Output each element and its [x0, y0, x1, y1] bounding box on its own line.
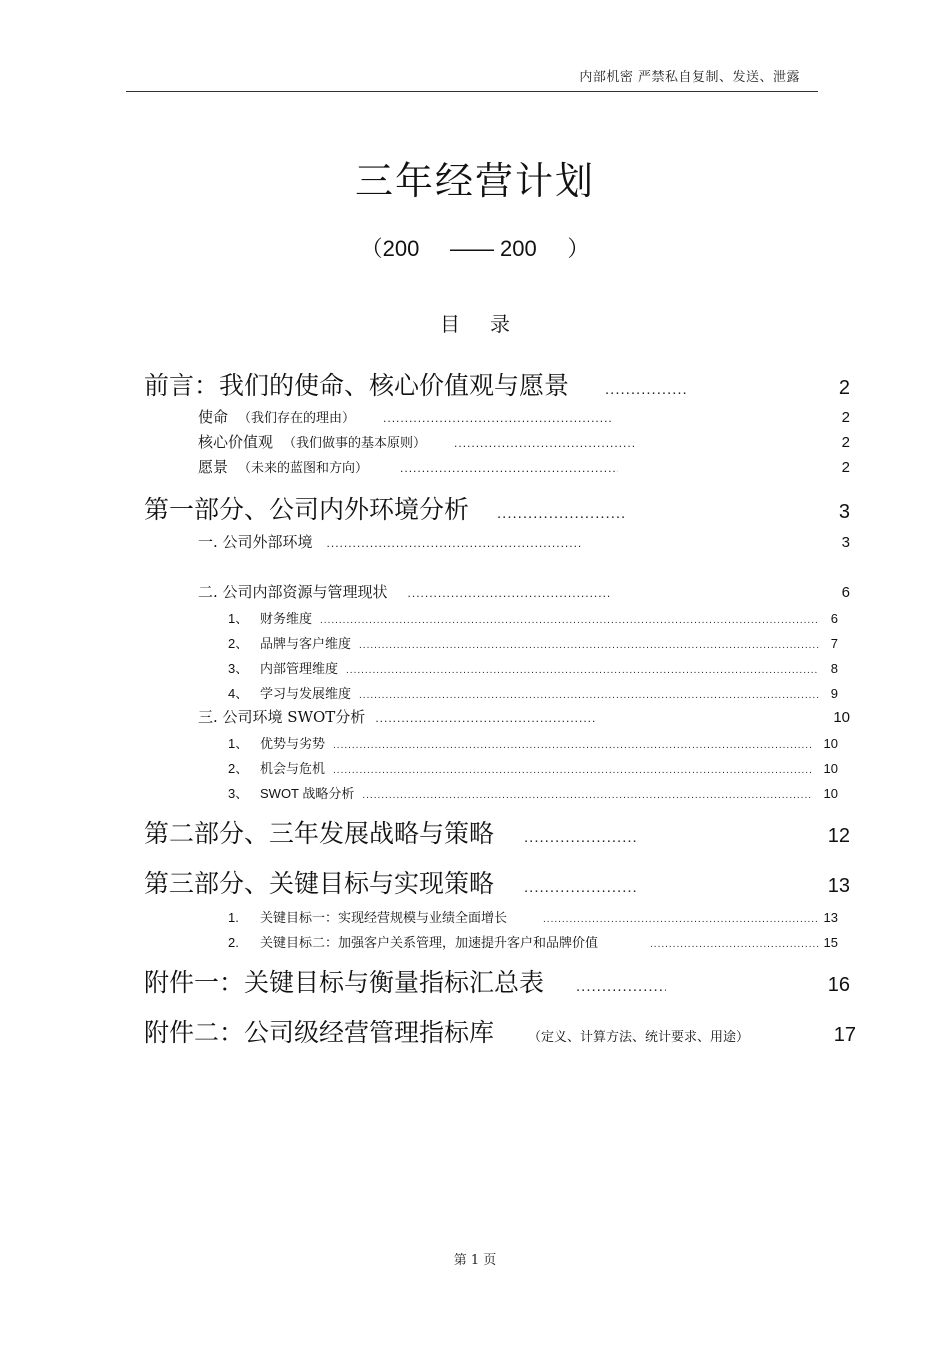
toc-leader: [362, 790, 811, 801]
toc-page: 2: [838, 377, 850, 399]
toc-page: 12: [827, 825, 850, 847]
toc-entry-vision[interactable]: [198, 456, 850, 478]
toc-entry-part1-3-3[interactable]: [228, 783, 838, 803]
toc-leader: [543, 914, 818, 925]
toc-number: 1、: [228, 736, 249, 751]
toc-label: 愿景: [198, 458, 229, 476]
toc-page: 10: [823, 736, 838, 751]
toc-label: [228, 932, 598, 951]
toc-page: 2: [841, 434, 850, 451]
toc-leader: [327, 536, 581, 550]
toc-label: 第一部分、公司内外环境分析: [144, 495, 470, 524]
toc-leader: [359, 640, 819, 651]
toc-text: 关键目标一：实现经营规模与业绩全面增长: [260, 911, 508, 926]
toc-entry-part1-2[interactable]: [198, 581, 850, 603]
toc-note: （未来的蓝图和方向）: [238, 461, 369, 476]
toc-leader: [333, 740, 812, 751]
toc-page: 6: [830, 611, 838, 626]
toc-label: [228, 658, 338, 677]
toc-number: 1、: [228, 611, 249, 626]
toc-text: 财务维度: [260, 612, 313, 627]
document-subtitle: （200 —— 200 ）: [360, 236, 590, 261]
toc-leader: [383, 411, 611, 425]
toc-label: [228, 783, 354, 802]
toc-entry-part1-1[interactable]: [198, 531, 850, 553]
toc-page: 3: [841, 534, 850, 551]
toc-entry-part3-1[interactable]: [228, 907, 838, 927]
toc-number: 2.: [228, 935, 239, 950]
toc-leader: [576, 978, 666, 995]
toc-leader: [497, 505, 627, 522]
toc-page: 6: [841, 584, 850, 601]
toc-entry-part1-2-3[interactable]: [228, 658, 838, 678]
toc-entry-part1-2-1[interactable]: [228, 608, 838, 628]
toc-label: [228, 733, 325, 752]
toc-page: 15: [823, 935, 838, 950]
toc-entry-part1[interactable]: [144, 490, 850, 524]
toc-page: 13: [823, 910, 838, 925]
toc-label: [228, 758, 325, 777]
toc-entry-part2[interactable]: [144, 814, 850, 848]
toc-leader: [346, 665, 819, 676]
toc-page: 3: [838, 501, 850, 523]
toc-page: 16: [827, 974, 850, 996]
header-confidential-note: 内部机密 严禁私自复制、发送、泄露: [579, 70, 800, 85]
header-rule: [126, 91, 818, 92]
toc-leader: [375, 711, 597, 725]
toc-entry-mission[interactable]: [198, 406, 850, 428]
toc-entry-appendix2[interactable]: [144, 1013, 856, 1047]
toc-label: [228, 608, 312, 627]
toc-page: 7: [830, 636, 838, 651]
toc-page: 10: [823, 786, 838, 801]
toc-page: 10: [833, 709, 850, 726]
toc-note: （定义、计算方法、统计要求、用途）: [528, 1030, 750, 1045]
toc-page: 10: [823, 761, 838, 776]
toc-label: 二. 公司内部资源与管理现状: [198, 583, 388, 601]
document-title: 三年经营计划: [354, 159, 595, 203]
toc-leader: [359, 690, 819, 701]
toc-leader: [400, 461, 618, 475]
toc-number: 3、: [228, 661, 249, 676]
toc-page: 2: [841, 409, 850, 426]
toc-number: 2、: [228, 761, 249, 776]
toc-number: 3、: [228, 786, 249, 801]
toc-entry-preface[interactable]: [144, 366, 850, 400]
toc-leader: [408, 586, 612, 600]
toc-note: （我们做事的基本原则）: [283, 436, 427, 451]
toc-label: 使命: [198, 408, 229, 426]
toc-text: 优势与劣势: [260, 737, 326, 752]
toc-label: 第三部分、关键目标与实现策略: [144, 869, 495, 898]
toc-label: 附件一：关键目标与衡量指标汇总表: [144, 968, 545, 997]
toc-label: [228, 633, 351, 652]
toc-leader: [605, 381, 689, 398]
toc-text: 机会与危机: [260, 762, 326, 777]
toc-label: 第二部分、三年发展战略与策略: [144, 819, 495, 848]
toc-page: 2: [841, 459, 850, 476]
toc-leader: [320, 615, 819, 626]
toc-entry-part1-3-1[interactable]: [228, 733, 838, 753]
toc-leader: [333, 765, 812, 776]
toc-page: 9: [830, 686, 838, 701]
toc-number: 1.: [228, 910, 239, 925]
toc-leader: [524, 829, 636, 846]
toc-entry-values[interactable]: [198, 431, 850, 453]
toc-leader: [650, 939, 820, 950]
toc-page: 13: [827, 875, 850, 897]
toc-entry-part1-3[interactable]: [198, 706, 850, 728]
toc-label: 一. 公司外部环境: [198, 533, 313, 551]
toc-entry-part3-2[interactable]: [228, 932, 838, 952]
toc-label: 三. 公司环境 SWOT分析: [198, 708, 366, 726]
toc-text: 品牌与客户维度: [260, 637, 352, 652]
toc-page: 8: [830, 661, 838, 676]
toc-note: （我们存在的理由）: [238, 411, 356, 426]
toc-number: 2、: [228, 636, 249, 651]
toc-label: 附件二：公司级经营管理指标库: [144, 1018, 495, 1047]
toc-text: 学习与发展维度: [260, 687, 352, 702]
footer-page-number: 第 1 页: [453, 1253, 497, 1268]
toc-page: 17: [833, 1024, 856, 1046]
toc-number: 4、: [228, 686, 249, 701]
toc-heading: 目录: [440, 312, 540, 336]
toc-label: 核心价值观: [198, 433, 274, 451]
toc-entry-part1-2-2[interactable]: [228, 633, 838, 653]
toc-text: SWOT 战略分析: [260, 786, 355, 801]
toc-text: 内部管理维度: [260, 662, 339, 677]
toc-leader: [524, 879, 636, 896]
toc-label: [228, 683, 351, 702]
toc-entry-part3[interactable]: [144, 864, 850, 898]
toc-label: 前言：我们的使命、核心价值观与愿景: [144, 371, 570, 400]
toc-entry-part1-3-2[interactable]: [228, 758, 838, 778]
toc-leader: [454, 436, 637, 450]
toc-text: 关键目标二：加强客户关系管理，加速提升客户和品牌价值: [260, 936, 599, 951]
toc-entry-part1-2-4[interactable]: [228, 683, 838, 703]
toc-label: [228, 907, 507, 926]
toc-entry-appendix1[interactable]: [144, 963, 850, 997]
